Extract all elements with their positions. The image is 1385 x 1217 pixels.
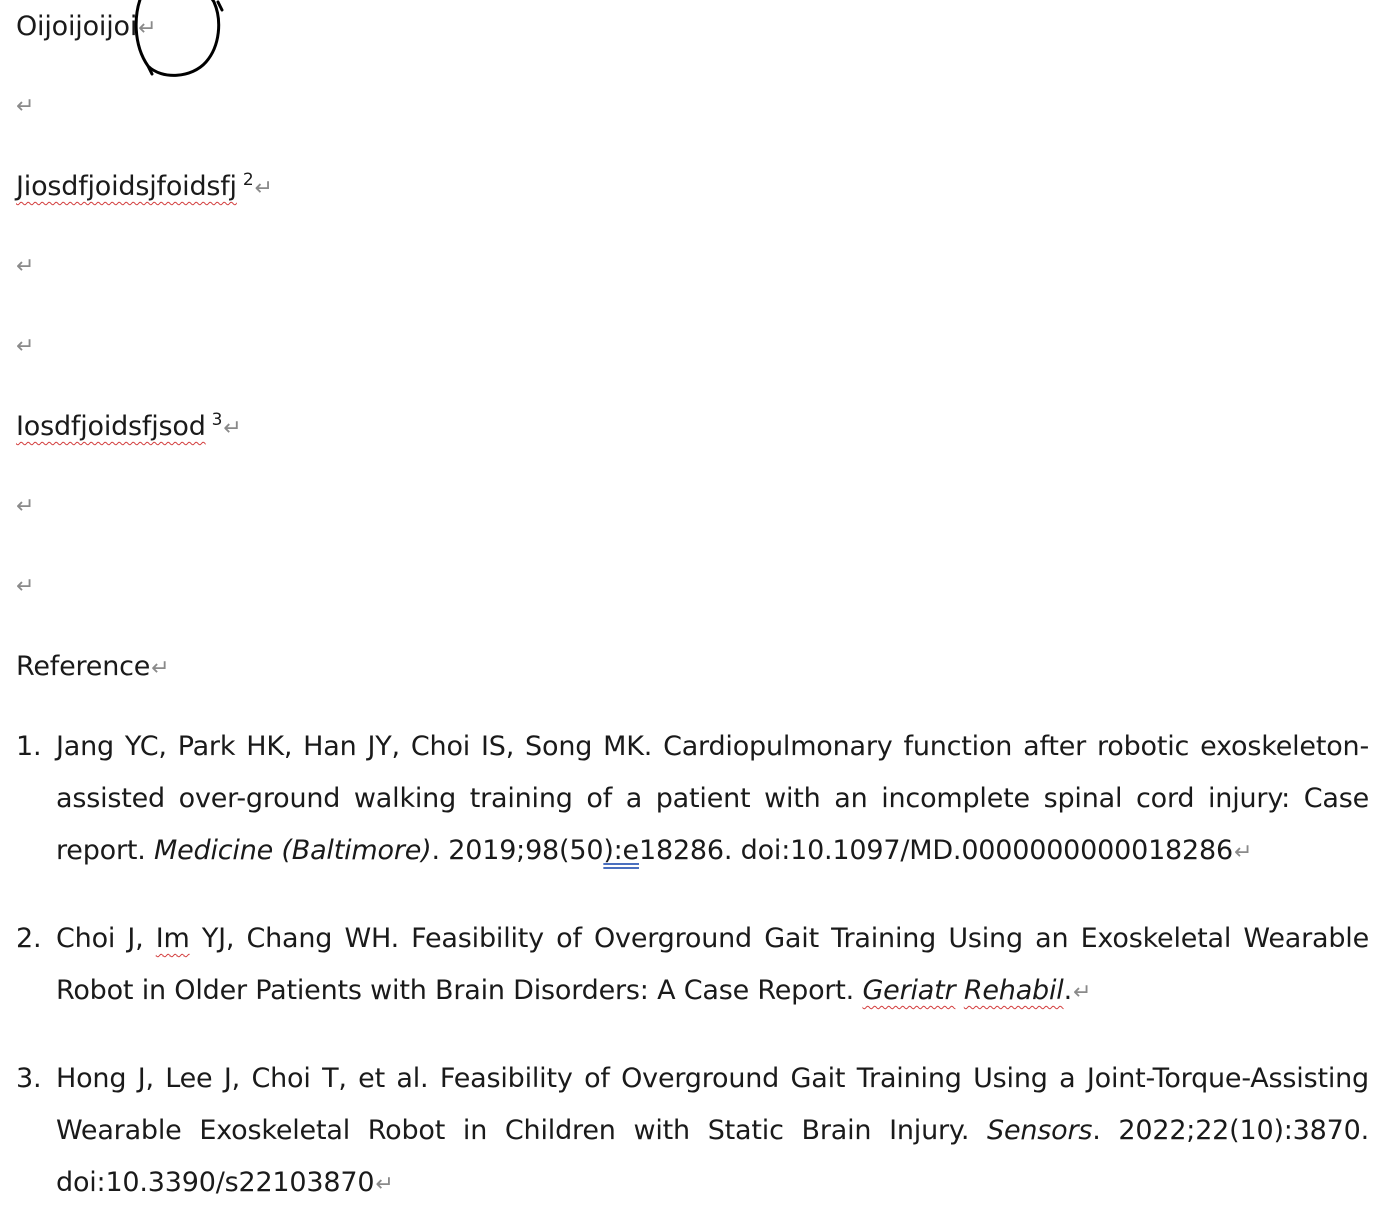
paragraph-mark-icon: ↵ xyxy=(16,94,35,119)
superscript-3: 3 xyxy=(211,410,223,430)
reference-journal: Rehabil xyxy=(963,975,1064,1006)
paragraph-mark-icon: ↵ xyxy=(16,254,35,279)
text-line-3-content: Iosdfjoidsfjsod xyxy=(16,411,206,442)
empty-paragraph[interactable] xyxy=(16,256,34,278)
empty-paragraph[interactable] xyxy=(16,336,34,358)
reference-citation: . 2019;98(50 xyxy=(431,835,604,866)
paragraph-mark-icon: ↵ xyxy=(16,334,35,359)
paragraph-mark-icon: ↵ xyxy=(1233,840,1253,865)
reference-citation: . 2022;22(10):3870. doi:10.3390/s22103870 xyxy=(56,1115,1369,1198)
reference-number: 1. xyxy=(16,731,42,762)
ink-circle-drawing[interactable] xyxy=(122,0,230,80)
empty-paragraph[interactable] xyxy=(16,496,34,518)
paragraph-mark-icon: ↵ xyxy=(16,494,35,519)
reference-citation: 18286. doi:10.1097/MD.0000000000018286 xyxy=(638,835,1233,866)
reference-heading[interactable] xyxy=(16,650,169,686)
paragraph-mark-icon: ↵ xyxy=(223,416,242,441)
paragraph-mark-icon: ↵ xyxy=(375,1172,394,1197)
reference-journal: Medicine (Baltimore) xyxy=(154,835,432,866)
paragraph-mark-icon: ↵ xyxy=(151,656,170,681)
text-line-2[interactable] xyxy=(16,170,273,207)
reference-authors-title: YJ, Chang WH. Feasibility of Overground Gait Training Using an Exoskeletal Wearable Robot in Older Patients with Brain Disorders: A Case Report. xyxy=(56,923,1369,1006)
paragraph-mark-icon: ↵ xyxy=(138,16,157,41)
reference-heading-text: Reference xyxy=(16,651,151,682)
reference-number: 3. xyxy=(16,1063,42,1094)
text-line-3[interactable] xyxy=(16,410,242,447)
reference-item-1[interactable] xyxy=(16,721,1369,879)
reference-body xyxy=(56,913,1369,1019)
reference-item-3[interactable] xyxy=(16,1053,1369,1211)
reference-body xyxy=(56,721,1369,879)
reference-authors-title: Jang YC, Park HK, Han JY, Choi IS, Song MK. Cardiopulmonary function after robotic exoskeleton-assisted over-ground walking training of a patient with an incomplete spinal cord injury: Case report. xyxy=(56,731,1369,866)
reference-body xyxy=(56,1053,1369,1211)
paragraph-mark-icon: ↵ xyxy=(16,574,35,599)
reference-number: 2. xyxy=(16,923,42,954)
grammar-flag[interactable]: ):e xyxy=(603,835,639,866)
reference-journal: Sensors xyxy=(987,1115,1093,1146)
paragraph-mark-icon: ↵ xyxy=(1072,980,1092,1005)
spelling-flag[interactable]: Im xyxy=(155,923,190,954)
paragraph-mark-icon: ↵ xyxy=(254,176,273,201)
text-line-2-content: Jiosdfjoidsjfoidsfj xyxy=(16,171,237,202)
reference-authors-title: Hong J, Lee J, Choi T, et al. Feasibility of Overground Gait Training Using a Joint-Torque-Assisting Wearable Exoskeletal Robot in Children with Static Brain Injury. xyxy=(56,1063,1369,1146)
text-line-1-content: Oijoijoijoi xyxy=(16,11,138,42)
reference-authors: Choi J, xyxy=(56,923,156,954)
reference-citation: . xyxy=(1063,975,1072,1006)
superscript-2: 2 xyxy=(242,170,254,190)
empty-paragraph[interactable] xyxy=(16,576,34,598)
empty-paragraph[interactable] xyxy=(16,96,34,118)
reference-item-2[interactable] xyxy=(16,913,1369,1019)
reference-journal: Geriatr xyxy=(862,975,956,1006)
